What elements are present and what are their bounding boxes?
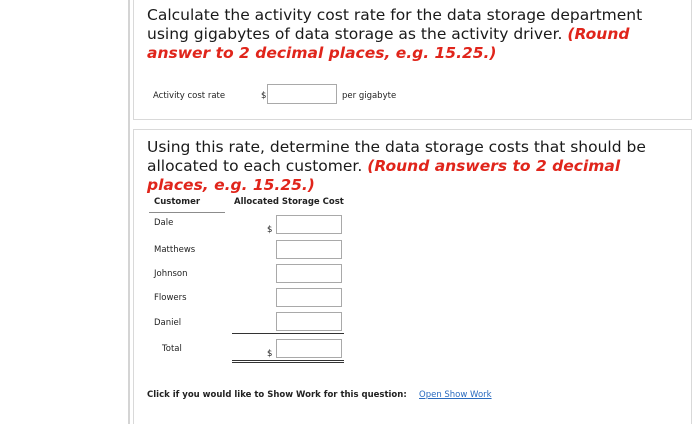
show-work-prompt: Click if you would like to Show Work for this question: [147,390,407,400]
total-allocated-cost-input[interactable] [276,339,342,358]
table-row-customer-matthews: Matthews [154,245,196,255]
table-row-customer-flowers: Flowers [154,293,187,303]
left-frame-border [128,0,130,424]
table-row-customer-dale: Dale [154,218,174,228]
rate-currency-symbol: $ [261,91,267,101]
subtotal-rule [232,333,344,334]
question-text-part2 [147,138,687,195]
allocated-cost-input-matthews[interactable] [276,240,342,259]
rate-unit-label: per gigabyte [342,91,397,101]
total-label: Total [162,344,182,354]
total-double-underline [232,360,344,363]
total-currency-symbol: $ [267,349,273,359]
question-part2-body: Using this rate, determine the data storage costs that should be allocated to each customer. [147,138,646,175]
question-text-part1 [147,6,677,63]
column-header-customer: Customer [154,197,201,207]
activity-rate-row [153,83,673,105]
question-part1-body: Calculate the activity cost rate for the data storage department using gigabytes of data storage as the activity driver. [147,6,643,43]
allocated-cost-input-daniel[interactable] [276,312,342,331]
question-panel-allocation [133,129,692,424]
table-row-customer-johnson: Johnson [154,269,188,279]
allocated-cost-input-dale[interactable] [276,215,342,234]
allocated-cost-input-flowers[interactable] [276,288,342,307]
row-currency-symbol: $ [267,225,273,235]
rounding-instruction-part1: (Round answer to 2 decimal places, e.g. 15.25.) [147,25,630,62]
question-panel-activity-rate [133,0,692,120]
rounding-instruction-part2: (Round answers to 2 decimal places, e.g. 15.25.) [147,157,621,194]
activity-cost-rate-input[interactable] [267,84,337,104]
open-show-work-link[interactable]: Open Show Work [419,390,492,400]
allocated-cost-input-johnson[interactable] [276,264,342,283]
activity-cost-rate-label: Activity cost rate [153,91,226,101]
table-row-customer-daniel: Daniel [154,318,182,328]
column-header-allocated-storage-cost: Allocated Storage Cost [234,197,344,207]
header-underline [149,212,225,213]
